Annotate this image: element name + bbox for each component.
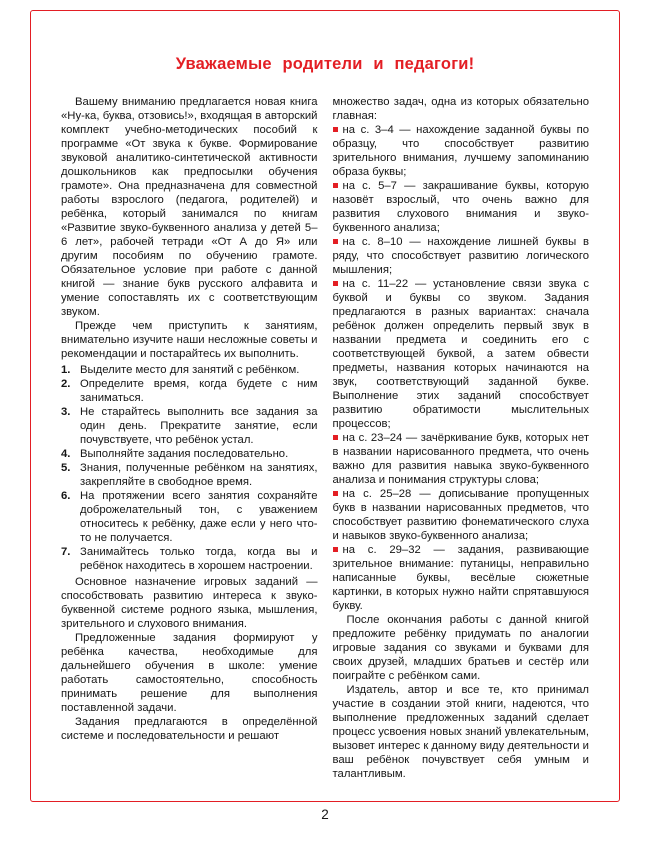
- list-item: [61, 363, 318, 377]
- bullet-square-icon: [333, 435, 338, 440]
- bullet-text: на с. 3–4 — нахождение заданной буквы по образцу, что способствует развитию зрительного внимания, лучшему запоминанию образа буквы;: [332, 124, 589, 178]
- bullet-square-icon: [333, 281, 338, 286]
- list-item: [61, 545, 318, 573]
- list-number: 3.: [61, 406, 71, 418]
- list-item: [61, 461, 318, 489]
- list-item: [61, 489, 318, 545]
- list-number: 7.: [61, 546, 71, 558]
- bullet-item: [333, 277, 590, 431]
- bullet-item: [333, 543, 590, 613]
- list-text: Знания, полученные ребёнком на занятиях, закрепляйте в свободное время.: [80, 462, 318, 488]
- list-text: Выполняйте задания последовательно.: [80, 448, 289, 460]
- bullet-square-icon: [333, 127, 338, 132]
- bullet-square-icon: [333, 547, 338, 552]
- list-item: [61, 447, 318, 461]
- bullet-item: [333, 487, 590, 543]
- after-work-paragraph: После окончания работы с данной книгой предложите ребёнку придумать по аналогии игровые задания со звуками и буквами для своих друзей, младших братьев и сестёр или поиграйте с ребёнком сами.: [332, 614, 589, 682]
- bullet-square-icon: [333, 183, 338, 188]
- list-number: 6.: [61, 490, 71, 502]
- list-number: 2.: [61, 378, 71, 390]
- list-text: Выделите место для занятий с ребёнком.: [80, 364, 300, 376]
- right-column: [333, 95, 590, 781]
- bullet-text: на с. 25–28 — дописывание пропущенных букв в названии нарисованных предметов, что способствует развитию фонематического слуха и навыков звуко-буквенного анализа;: [332, 488, 589, 542]
- bullet-item: [333, 431, 590, 487]
- list-text: На протяжении всего занятия сохраняйте доброжелательный тон, с уважением относитесь к ребёнку, даже если у него что-то не получается.: [80, 490, 318, 544]
- page-border-frame: [30, 10, 620, 802]
- list-item: [61, 405, 318, 447]
- bullet-text: на с. 23–24 — зачёркивание букв, которых нет в названии нарисованного предмета, что очень важно для развития навыка звуко-буквенного анализа и понимания структуры слова;: [332, 432, 589, 486]
- bullet-text: на с. 5–7 — закрашивание буквы, которую назовёт взрослый, что очень важно для развития слухового внимания и звуко-буквенного анализа;: [332, 180, 589, 234]
- bullet-item: [333, 179, 590, 235]
- bullet-text: на с. 29–32 — задания, развивающие зрительное внимание: путаницы, неправильно написанные буквы, весёлые сюжетные картинки, в которых нужно найти спрятавшуюся букву.: [332, 544, 589, 612]
- advice-lead-paragraph: Прежде чем приступить к занятиям, внимательно изучите наши несложные советы и рекомендации и постарайтесь их выполнить.: [61, 320, 318, 360]
- page-title: Уважаемые родители и педагоги!: [175, 55, 475, 73]
- intro-paragraph: Вашему вниманию предлагается новая книга «Ну-ка, буква, отзовись!», входящая в авторский комплект учебно-методических пособий к программе «От звука к букве. Формирование звуковой аналитико-синтетической активности дошкольников как предпосылки обучения грамоте». Она предназначена для совместной работы взрослого (педагога, родителей) и ребёнка, который занимался по книгам «Развитие звуко-буквенного анализа у детей 5–6 лет», рабочей тетради «От А до Я» или другим пособиям по обучению грамоте. Обязательное условие при работе с данной книгой — знание букв русского алфавита и умение сопоставлять их с соответствующим звуком.: [61, 96, 318, 318]
- bullet-text: на с. 11–22 — установление связи звука с буквой и буквы со звуком. Задания предлагаются в разных вариантах: сначала ребёнок должен определить первый звук в названии предмета и соединить его с соответствующей буквой, а затем обвести предметы, названия которых начинаются на звук, соответствующий заданной букве. Выполнение этих заданий способствует развитию обратимости мыслительных процессов;: [332, 278, 589, 430]
- list-text: Не старайтесь выполнить все задания за один день. Прекратите занятие, если почувствуете, что ребёнок устал.: [80, 406, 318, 446]
- bullet-item: [333, 235, 590, 277]
- bullet-text: на с. 8–10 — нахождение лишней буквы в ряду, что способствует развитию логического мышления;: [332, 236, 589, 276]
- list-item: [61, 377, 318, 405]
- tasks-continuation-paragraph: множество задач, одна из которых обязательно главная:: [332, 96, 589, 122]
- qualities-paragraph: Предложенные задания формируют у ребёнка качества, необходимые для дальнейшего обучения в школе: умение работать самостоятельно, способность принимать решение для выполнения поставленной задачи.: [61, 632, 318, 714]
- text-columns: [61, 95, 589, 781]
- list-number: 4.: [61, 448, 71, 460]
- page-number: 2: [321, 807, 329, 822]
- purpose-paragraph: Основное назначение игровых заданий — способствовать развитию интереса к звуко-буквенной системе родного языка, мышления, зрительного и слухового внимания.: [61, 576, 318, 630]
- publisher-paragraph: Издатель, автор и все те, кто принимал участие в создании этой книги, надеются, что выполнение предложенных заданий сделает процесс усвоения новых знаний увлекательным, вызовет интерес к данному виду деятельности и ваш ребёнок почувствует себя умным и талантливым.: [332, 684, 589, 780]
- bullet-item: [333, 123, 590, 179]
- left-column: [61, 95, 318, 781]
- list-text: Определите время, когда будете с ним заниматься.: [80, 378, 318, 404]
- advice-list: [61, 363, 318, 573]
- list-number: 5.: [61, 462, 71, 474]
- tasks-paragraph: Задания предлагаются в определённой системе и последовательности и решают: [61, 716, 318, 742]
- bullet-square-icon: [333, 239, 338, 244]
- list-text: Занимайтесь только тогда, когда вы и ребёнок находитесь в хорошем настроении.: [80, 546, 318, 572]
- list-number: 1.: [61, 364, 71, 376]
- bullet-square-icon: [333, 491, 338, 496]
